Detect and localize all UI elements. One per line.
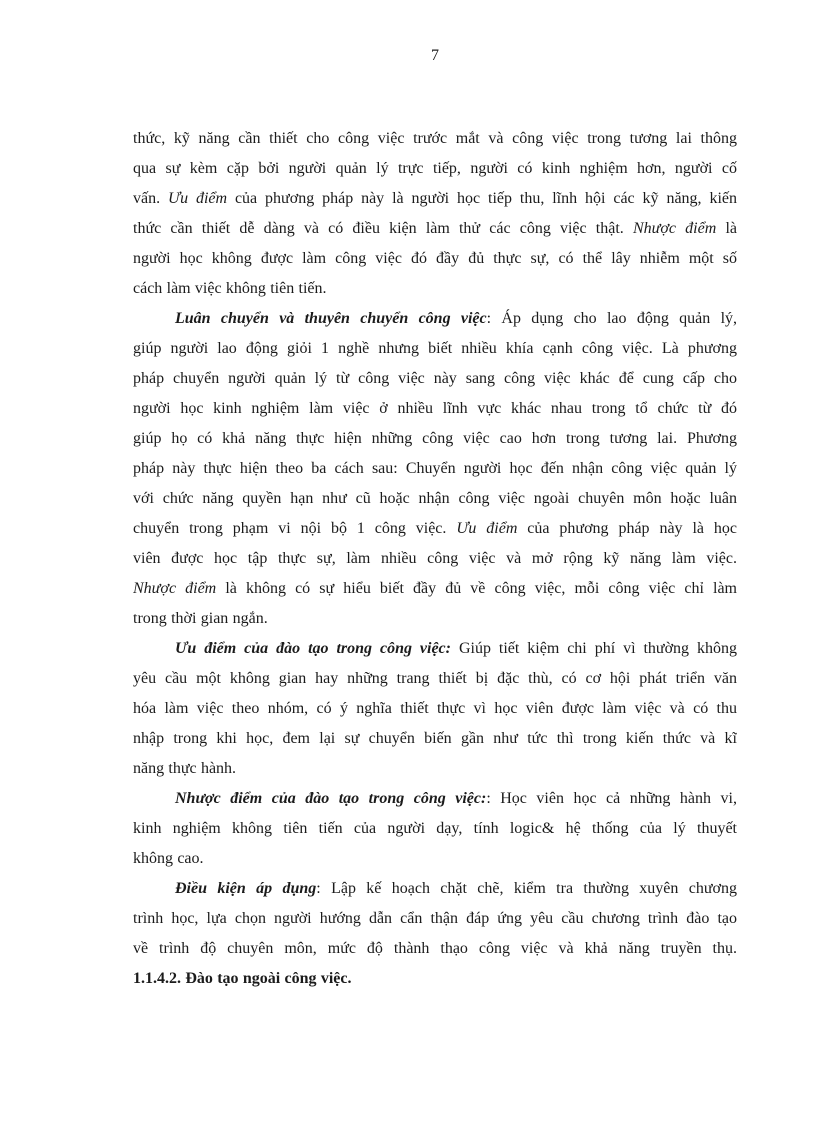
body-text: người học không được làm công việc đó đầy đủ thực sự, có thể lây nhiễm một số <box>133 250 737 267</box>
text-line <box>133 214 737 244</box>
body-text: pháp chuyển người quản lý từ công việc này sang công việc khác để cung cấp cho <box>133 370 737 387</box>
text-line <box>133 754 737 784</box>
body-text: viên được học tập thực sự, làm nhiều công việc và mở rộng kỹ năng làm việc. <box>133 550 737 567</box>
text-line <box>133 574 737 604</box>
body-text: là không có sự hiểu biết đầy đủ về công việc, mỗi công việc chỉ làm <box>216 580 737 597</box>
body-text: năng thực hành. <box>133 760 237 777</box>
text-line <box>133 244 737 274</box>
emphasis-text: Ưu điểm <box>168 190 228 207</box>
body-text: qua sự kèm cặp bởi người quản lý trực tiếp, người có kinh nghiệm hơn, người cố <box>133 160 737 177</box>
text-line <box>133 544 737 574</box>
body-text: trình học, lựa chọn người hướng dẫn cẩn thận đáp ứng yêu cầu chương trình đào tạo <box>133 910 737 927</box>
body-text: trong thời gian ngắn. <box>133 610 268 627</box>
text-line <box>133 964 737 994</box>
body-text: người học kinh nghiệm làm việc ở nhiều lĩnh vực khác nhau trong tổ chức từ đó <box>133 400 737 417</box>
body-text: thức cần thiết dễ dàng và có điều kiện làm thử các công việc thật. <box>133 220 633 237</box>
body-text: của phương pháp này là người học tiếp thu, lĩnh hội các kỹ năng, kiến <box>227 190 737 207</box>
body-text: nhập trong khi học, đem lại sự chuyển biến gần như tức thì trong kiến thức và kĩ <box>133 730 737 747</box>
run-in-heading: Điều kiện áp dụng <box>175 880 317 897</box>
paragraph <box>133 784 737 874</box>
body-text: chuyển trong phạm vi nội bộ 1 công việc. <box>133 520 457 537</box>
text-line <box>133 814 737 844</box>
paragraph <box>133 634 737 784</box>
body-text: giúp họ có khả năng thực hiện những công việc cao hơn trong tương lai. Phương <box>133 430 737 447</box>
run-in-heading: Luân chuyển và thuyên chuyển công việc <box>175 310 487 327</box>
body-text: vấn. <box>133 190 168 207</box>
body-text: hóa làm việc theo nhóm, có ý nghĩa thiết thực vì học viên được làm việc và có thu <box>133 700 737 717</box>
body-text: Giúp tiết kiệm chi phí vì thường không <box>451 640 737 657</box>
text-line <box>133 724 737 754</box>
heading-text: 1.1.4.2. Đào tạo ngoài công việc. <box>133 970 352 987</box>
page-number: 7 <box>431 47 439 64</box>
emphasis-text: Nhược điểm <box>133 580 217 597</box>
paragraph <box>133 874 737 964</box>
paragraph <box>133 124 737 304</box>
body-text: : Áp dụng cho lao động quản lý, <box>486 310 737 327</box>
text-line <box>133 154 737 184</box>
text-line <box>133 514 737 544</box>
emphasis-text: Ưu điểm <box>456 520 518 537</box>
page-header <box>133 46 737 66</box>
run-in-heading: Nhược điểm của đào tạo trong công việc: <box>175 790 487 807</box>
text-line <box>133 304 737 334</box>
text-line <box>133 694 737 724</box>
paragraph <box>133 304 737 634</box>
body-text: của phương pháp này là học <box>517 520 737 537</box>
body-text: : Học viên học cả những hành vi, <box>486 790 737 807</box>
text-line <box>133 364 737 394</box>
body-text: về trình độ chuyên môn, mức độ thành thạo công việc và khả năng truyền thụ. <box>133 940 737 957</box>
text-line <box>133 604 737 634</box>
text-line <box>133 334 737 364</box>
text-line <box>133 784 737 814</box>
body-text: là <box>716 220 737 237</box>
text-line <box>133 394 737 424</box>
text-line <box>133 874 737 904</box>
body-text: với chức năng quyền hạn như cũ hoặc nhận công việc ngoài chuyên môn hoặc luân <box>133 490 737 507</box>
body-text: pháp này thực hiện theo ba cách sau: Chuyển người học đến nhận công việc quản lý <box>133 460 737 477</box>
document-body <box>133 124 737 994</box>
text-line <box>133 904 737 934</box>
body-text: yêu cầu một không gian hay những trang thiết bị đặc thù, có cơ hội phát triển văn <box>133 670 737 687</box>
text-line <box>133 484 737 514</box>
body-text: cách làm việc không tiên tiến. <box>133 280 327 297</box>
text-line <box>133 124 737 154</box>
text-line <box>133 424 737 454</box>
body-text: giúp người lao động giỏi 1 nghề nhưng biết nhiều khía cạnh công việc. Là phương <box>133 340 737 357</box>
section-heading <box>133 964 737 994</box>
emphasis-text: Nhược điểm <box>632 220 717 237</box>
run-in-heading: Ưu điểm của đào tạo trong công việc: <box>175 640 451 657</box>
body-text: không cao. <box>133 850 204 867</box>
body-text: kinh nghiệm không tiên tiến của người dạy, tính logic& hệ thống của lý thuyết <box>133 820 737 837</box>
text-line <box>133 934 737 964</box>
text-line <box>133 844 737 874</box>
body-text: thức, kỹ năng cần thiết cho công việc trước mắt và công việc trong tương lai thông <box>133 130 737 147</box>
text-line <box>133 454 737 484</box>
text-line <box>133 274 737 304</box>
text-line <box>133 634 737 664</box>
text-line <box>133 664 737 694</box>
text-line <box>133 184 737 214</box>
body-text: : Lập kế hoạch chặt chẽ, kiểm tra thường xuyên chương <box>316 880 737 897</box>
